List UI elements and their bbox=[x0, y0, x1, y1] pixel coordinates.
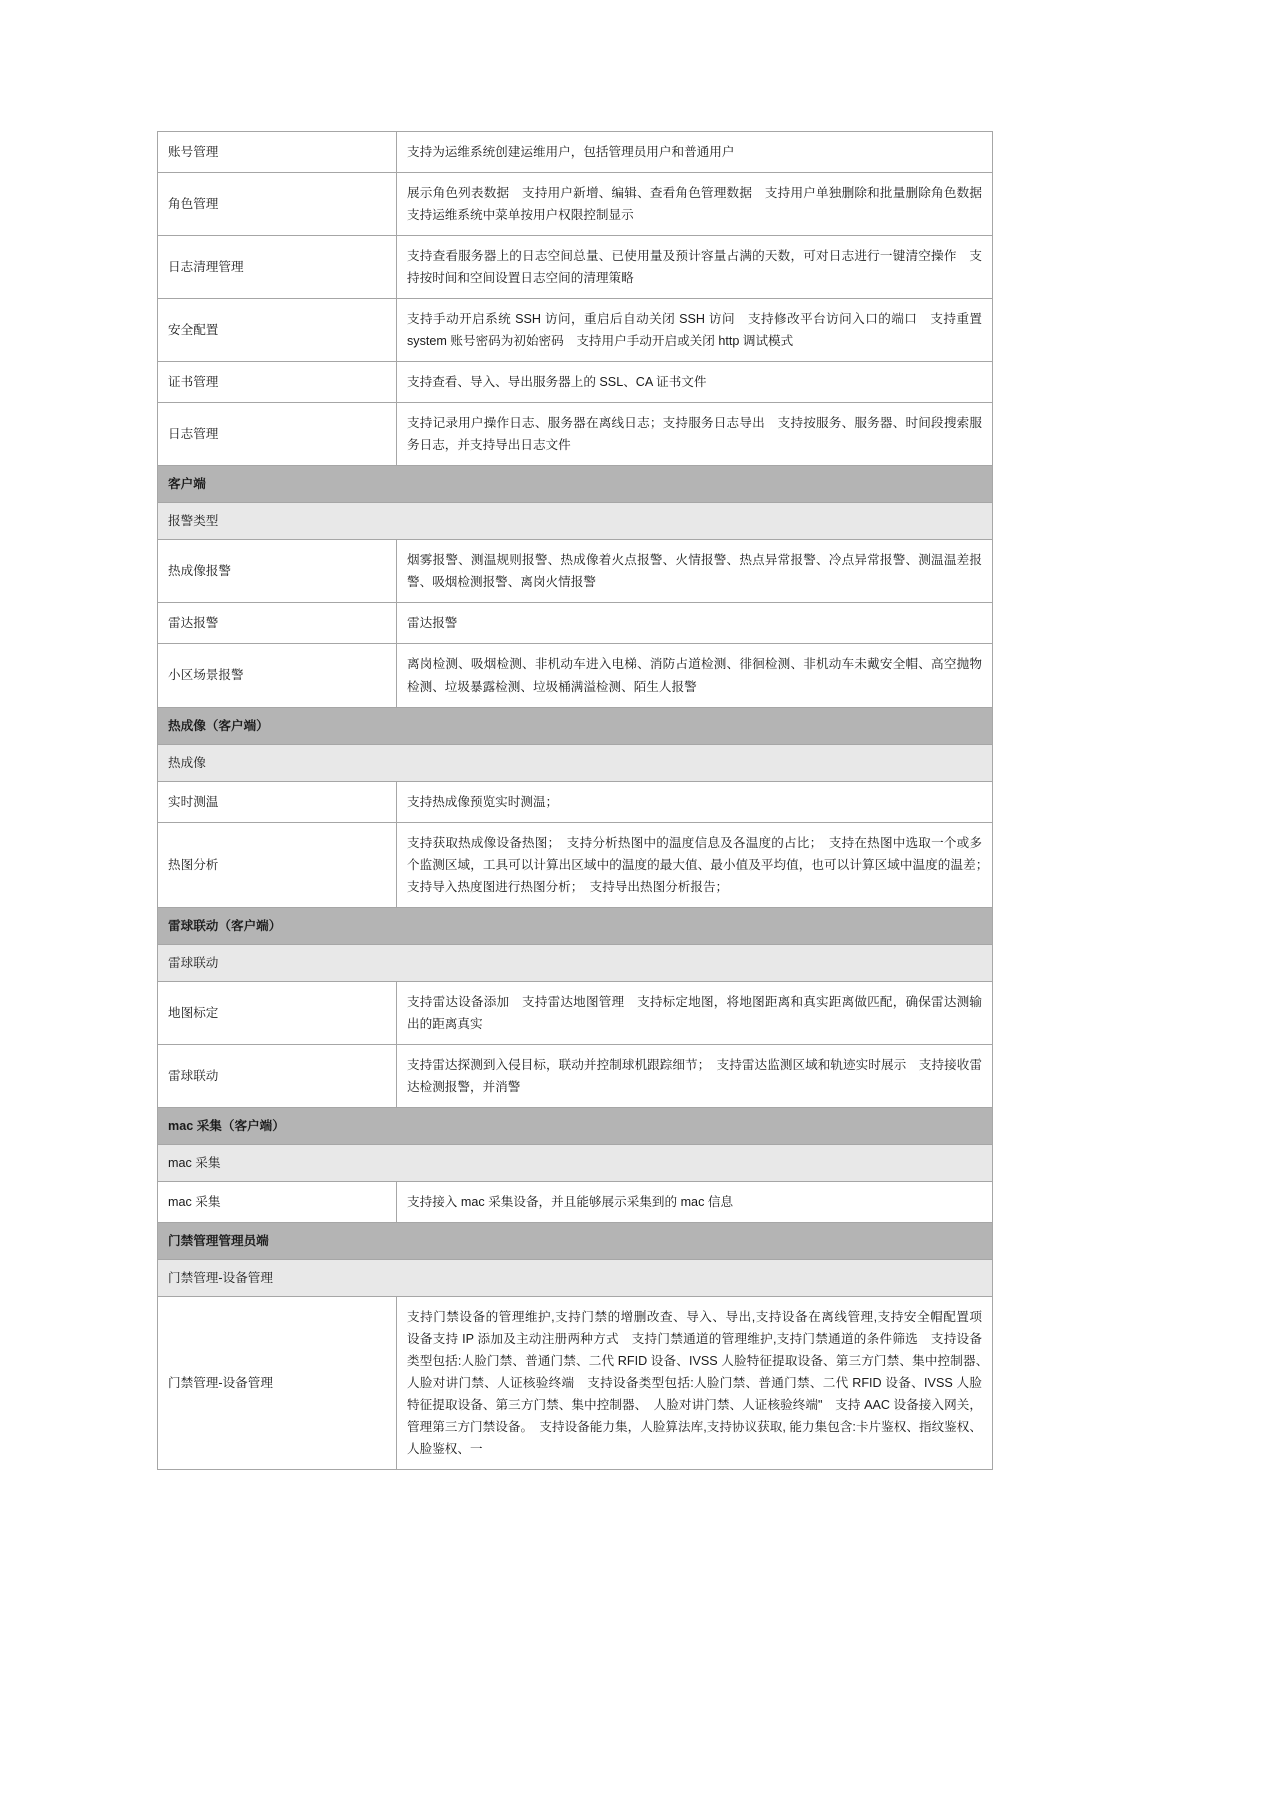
table-row bbox=[158, 236, 993, 299]
table-body bbox=[158, 132, 993, 1470]
subsection-header-cell bbox=[158, 1144, 993, 1181]
row-label-cell bbox=[158, 1297, 397, 1470]
row-desc-cell bbox=[397, 362, 993, 403]
row-desc-cell bbox=[397, 403, 993, 466]
row-label: 热成像报警 bbox=[168, 564, 231, 579]
row-label: 证书管理 bbox=[168, 375, 219, 390]
row-label-cell bbox=[158, 540, 397, 603]
table-row bbox=[158, 644, 993, 707]
row-label-cell bbox=[158, 981, 397, 1044]
row-label-cell bbox=[158, 1181, 397, 1222]
row-desc: 支持查看服务器上的日志空间总量、已使用量及预计容量占满的天数，可对日志进行一键清空操作 支持按时间和空间设置日志空间的清理策略 bbox=[407, 249, 982, 286]
subsection-title: 报警类型 bbox=[168, 514, 219, 529]
row-desc: 支持雷达探测到入侵目标，联动并控制球机跟踪细节； 支持雷达监测区域和轨迹实时展示 支持接收雷达检测报警，并消警 bbox=[407, 1057, 982, 1094]
section-header-cell bbox=[158, 466, 993, 503]
row-label-cell bbox=[158, 403, 397, 466]
row-label: 雷球联动 bbox=[168, 1068, 219, 1083]
row-label-cell bbox=[158, 1044, 397, 1107]
subsection-header-row bbox=[158, 944, 993, 981]
row-desc: 支持门禁设备的管理维护,支持门禁的增删改查、导入、导出,支持设备在离线管理,支持安全帽配置项 设备支持 IP 添加及主动注册两种方式 支持门禁通道的管理维护,支持门禁通道的条件筛选 支持设备类型包括:人脸门禁、普通门禁、二代 RFID 设备、IVSS 人脸特征提取设备、第三方门禁、集中控制器、 人脸对讲门禁、人证核验终端 支持设备类型包括:人脸门禁、普通门禁、二代 RFID 设备、IVSS 人脸特征提取设备、第三方门禁、集中控制器、 人脸对讲门禁、人证核验终端" 支持 AAC 设备接入网关，管理第三方门禁设备。 支持设备能力集，人脸算法库,支持协议获取, 能力集包含:卡片鉴权、指纹鉴权、人脸鉴权、一 bbox=[407, 1310, 995, 1457]
section-header-cell bbox=[158, 907, 993, 944]
row-desc-cell bbox=[397, 603, 993, 644]
subsection-header-row bbox=[158, 503, 993, 540]
subsection-header-cell bbox=[158, 944, 993, 981]
row-desc-cell bbox=[397, 540, 993, 603]
row-desc-cell bbox=[397, 132, 993, 173]
row-label-cell bbox=[158, 173, 397, 236]
row-desc-cell bbox=[397, 299, 993, 362]
subsection-header-row bbox=[158, 1260, 993, 1297]
row-label-cell bbox=[158, 822, 397, 907]
row-label-cell bbox=[158, 236, 397, 299]
row-label: 实时测温 bbox=[168, 794, 219, 809]
section-header-row bbox=[158, 907, 993, 944]
row-desc: 支持接入 mac 采集设备，并且能够展示采集到的 mac 信息 bbox=[407, 1194, 734, 1209]
row-label: mac 采集 bbox=[168, 1194, 221, 1209]
table-row bbox=[158, 540, 993, 603]
section-title: mac 采集（客户端） bbox=[168, 1118, 285, 1133]
section-header-cell bbox=[158, 707, 993, 744]
section-header-cell bbox=[158, 1223, 993, 1260]
row-label: 门禁管理-设备管理 bbox=[168, 1376, 273, 1391]
section-header-row bbox=[158, 1223, 993, 1260]
table-row bbox=[158, 1181, 993, 1222]
table-row bbox=[158, 403, 993, 466]
row-desc: 支持记录用户操作日志、服务器在离线日志；支持服务日志导出 支持按服务、服务器、时间段搜索服务日志，并支持导出日志文件 bbox=[407, 416, 982, 453]
row-label: 日志管理 bbox=[168, 427, 219, 442]
row-desc: 雷达报警 bbox=[407, 616, 458, 631]
section-title: 客户端 bbox=[168, 477, 206, 492]
section-title: 雷球联动（客户端） bbox=[168, 918, 282, 933]
row-desc-cell bbox=[397, 781, 993, 822]
row-desc: 支持为运维系统创建运维用户，包括管理员用户和普通用户 bbox=[407, 145, 735, 159]
subsection-header-row bbox=[158, 744, 993, 781]
row-desc: 支持查看、导入、导出服务器上的 SSL、CA 证书文件 bbox=[407, 375, 707, 390]
subsection-header-cell bbox=[158, 503, 993, 540]
subsection-header-row bbox=[158, 1144, 993, 1181]
row-desc: 支持热成像预览实时测温； bbox=[407, 794, 559, 809]
specification-table bbox=[157, 131, 993, 1470]
table-row bbox=[158, 781, 993, 822]
row-desc: 支持手动开启系统 SSH 访问，重启后自动关闭 SSH 访问 支持修改平台访问入口的端口 支持重置 system 账号密码为初始密码 支持用户手动开启或关闭 http 调试模式 bbox=[407, 312, 982, 349]
table-row bbox=[158, 603, 993, 644]
row-label: 角色管理 bbox=[168, 197, 219, 212]
row-desc: 支持获取热成像设备热图； 支持分析热图中的温度信息及各温度的占比； 支持在热图中选取一个或多个监测区域，工具可以计算出区域中的温度的最大值、最小值及平均值，也可以计算区域中温度的温差； 支持导入热度图进行热图分析； 支持导出热图分析报告； bbox=[407, 835, 995, 894]
row-label-cell bbox=[158, 781, 397, 822]
table-row bbox=[158, 173, 993, 236]
table-row bbox=[158, 299, 993, 362]
row-label: 日志清理管理 bbox=[168, 260, 244, 275]
subsection-title: 门禁管理-设备管理 bbox=[168, 1271, 273, 1286]
table-row bbox=[158, 1297, 993, 1470]
row-label: 账号管理 bbox=[168, 145, 219, 159]
row-label-cell bbox=[158, 132, 397, 173]
row-desc-cell bbox=[397, 236, 993, 299]
subsection-title: 雷球联动 bbox=[168, 955, 219, 970]
row-label: 热图分析 bbox=[168, 857, 219, 872]
row-label-cell bbox=[158, 603, 397, 644]
row-desc-cell bbox=[397, 173, 993, 236]
table-row bbox=[158, 822, 993, 907]
row-desc: 支持雷达设备添加 支持雷达地图管理 支持标定地图，将地图距离和真实距离做匹配，确保雷达测输出的距离真实 bbox=[407, 994, 982, 1031]
subsection-header-cell bbox=[158, 1260, 993, 1297]
section-header-row bbox=[158, 466, 993, 503]
section-header-cell bbox=[158, 1107, 993, 1144]
row-label: 小区场景报警 bbox=[168, 668, 244, 683]
section-header-row bbox=[158, 707, 993, 744]
subsection-header-cell bbox=[158, 744, 993, 781]
subsection-title: 热成像 bbox=[168, 755, 206, 770]
row-label: 雷达报警 bbox=[168, 616, 219, 631]
table-row bbox=[158, 362, 993, 403]
row-label-cell bbox=[158, 299, 397, 362]
row-desc-cell bbox=[397, 644, 993, 707]
row-label: 安全配置 bbox=[168, 323, 219, 338]
row-label-cell bbox=[158, 644, 397, 707]
row-label-cell bbox=[158, 362, 397, 403]
row-desc: 烟雾报警、测温规则报警、热成像着火点报警、火情报警、热点异常报警、冷点异常报警、测温温差报警、吸烟检测报警、离岗火情报警 bbox=[407, 553, 982, 590]
table-row bbox=[158, 132, 993, 173]
section-header-row bbox=[158, 1107, 993, 1144]
row-desc: 展示角色列表数据 支持用户新增、编辑、查看角色管理数据 支持用户单独删除和批量删除角色数据 支持运维系统中菜单按用户权限控制显示 bbox=[407, 186, 995, 223]
row-desc-cell bbox=[397, 822, 993, 907]
subsection-title: mac 采集 bbox=[168, 1155, 221, 1170]
row-label: 地图标定 bbox=[168, 1005, 219, 1020]
section-title: 热成像（客户端） bbox=[168, 718, 269, 733]
row-desc: 离岗检测、吸烟检测、非机动车进入电梯、消防占道检测、徘徊检测、非机动车未戴安全帽、高空抛物检测、垃圾暴露检测、垃圾桶满溢检测、陌生人报警 bbox=[407, 657, 982, 694]
table-row bbox=[158, 1044, 993, 1107]
row-desc-cell bbox=[397, 1297, 993, 1470]
table-row bbox=[158, 981, 993, 1044]
row-desc-cell bbox=[397, 981, 993, 1044]
row-desc-cell bbox=[397, 1044, 993, 1107]
section-title: 门禁管理管理员端 bbox=[168, 1234, 269, 1248]
row-desc-cell bbox=[397, 1181, 993, 1222]
